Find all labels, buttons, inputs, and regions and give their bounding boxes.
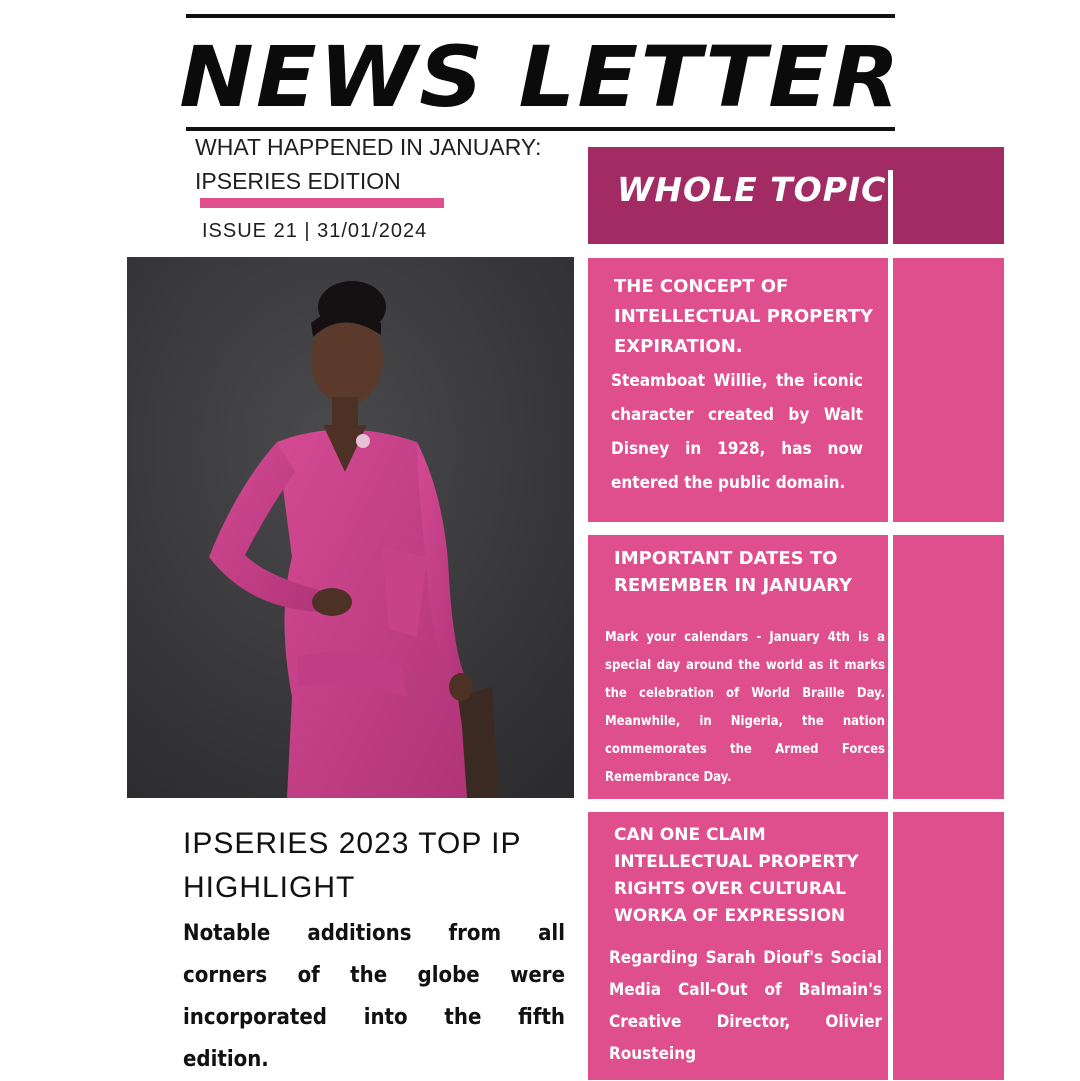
topic-divider: [888, 170, 893, 244]
card-1-body: Steamboat Willie, the iconic character created by Walt Disney in 1928, has now entered the public domain.: [611, 371, 863, 493]
subheading: [195, 130, 575, 198]
accent-bar: [200, 198, 444, 208]
card-2-divider: [888, 535, 893, 799]
highlight-title: IPSERIES 2023 TOP IP HIGHLIGHT: [183, 827, 521, 904]
issue-date: ISSUE 21 | 31/01/2024: [202, 220, 428, 242]
card-3-title: CAN ONE CLAIM INTELLECTUAL PROPERTY RIGHTS OVER CULTURAL WORKA OF EXPRESSION: [614, 825, 859, 926]
card-2-title: IMPORTANT DATES TO REMEMBER IN JANUARY: [614, 548, 853, 596]
cover-photo: [127, 257, 574, 798]
card-1-divider: [888, 258, 893, 522]
card-1-title: THE CONCEPT OF INTELLECTUAL PROPERTY EXPIRATION.: [614, 276, 873, 357]
subheading-line-1: WHAT HAPPENED IN JANUARY:: [195, 134, 542, 160]
card-3-divider: [888, 812, 893, 1080]
card-3-body: Regarding Sarah Diouf's Social Media Call-Out of Balmain's Creative Director, Olivier Rousteing: [609, 948, 882, 1064]
masthead-top-rule: [186, 14, 895, 18]
card-2-body: Mark your calendars - January 4th is a special day around the world as it marks the celebration of World Braille Day. Meanwhile, in Nigeria, the nation commemorates the Armed Forces Remembrance Day.: [605, 630, 885, 785]
subheading-line-2: IPSERIES EDITION: [195, 168, 401, 194]
woman-in-pink-dress-image: [127, 257, 574, 798]
newsletter-title: NEWS LETTER: [179, 28, 902, 126]
topic-header-title: WHOLE TOPIC: [617, 170, 887, 209]
highlight-body: Notable additions from all corners of the globe were incorporated into the fifth edition.: [183, 921, 565, 1072]
